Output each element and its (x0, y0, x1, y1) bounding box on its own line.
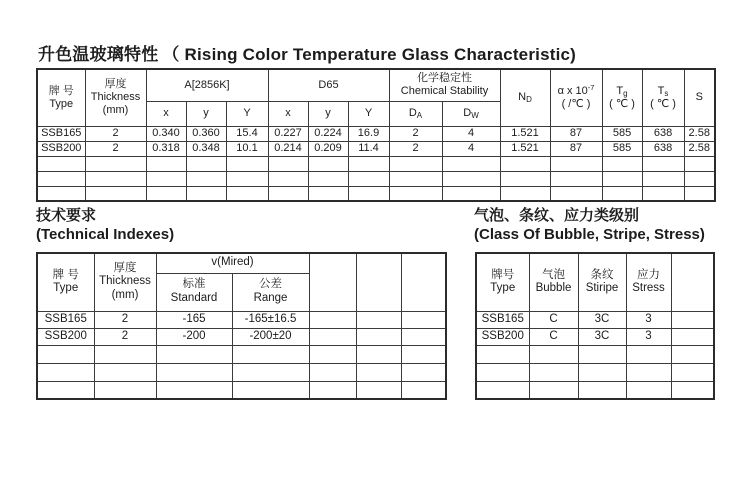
empty-row (37, 156, 715, 171)
table-cell: SSB200 (37, 328, 94, 345)
table-cell: 87 (550, 126, 602, 141)
empty-column-header (401, 253, 446, 311)
empty-column-header (356, 253, 401, 311)
col-header-a-y: y (186, 101, 226, 126)
table-cell: 0.340 (146, 126, 186, 141)
table-cell: 0.214 (268, 141, 308, 156)
page-title (38, 40, 576, 65)
col-group-chemical-stability: 化学稳定性 Chemical Stability (389, 69, 500, 101)
technical-indexes-table (36, 252, 447, 400)
empty-row (37, 186, 715, 201)
table-cell: SSB165 (37, 126, 85, 141)
col-header-a-x: x (146, 101, 186, 126)
table-cell: 10.1 (226, 141, 268, 156)
table-cell: 638 (642, 141, 684, 156)
table-cell: 585 (602, 141, 642, 156)
table-cell: 585 (602, 126, 642, 141)
table-cell: 3 (626, 311, 671, 328)
table-cell: 4 (442, 126, 500, 141)
table-cell: SSB165 (476, 311, 529, 328)
table-cell: SSB200 (476, 328, 529, 345)
col-header-thickness: 厚度 Thickness (mm) (85, 69, 146, 126)
col-header-stripe: 条纹 Stiripe (578, 253, 626, 311)
table-cell: 4 (442, 141, 500, 156)
table-cell: 87 (550, 141, 602, 156)
table-cell: 0.227 (268, 126, 308, 141)
technical-indexes-title-en: (Technical Indexes) (36, 226, 175, 243)
table-cell: -200 (156, 328, 232, 345)
table-cell: 2 (94, 311, 156, 328)
table-cell: SSB165 (37, 311, 94, 328)
empty-row (476, 381, 714, 399)
bubble-stripe-stress-title-zh: 气泡、条纹、应力类级别 (474, 207, 640, 224)
table-cell: -165±16.5 (232, 311, 309, 328)
empty-column-header (309, 253, 356, 311)
table-row-ssb165 (476, 311, 714, 328)
table-cell: 1.521 (500, 126, 550, 141)
technical-indexes-title-zh: 技术要求 (36, 207, 97, 224)
col-header-type: 牌 号 Type (37, 253, 94, 311)
page-title-en: （ Rising Color Temperature Glass Characteristic) (162, 45, 577, 64)
empty-row (37, 381, 446, 399)
empty-column-header (671, 253, 714, 311)
table-cell: C (529, 328, 578, 345)
col-header-nd: $N_D$ (500, 69, 550, 126)
technical-indexes-title (36, 206, 174, 244)
empty-row (37, 345, 446, 363)
table-row-ssb200 (37, 141, 715, 156)
table-cell: 2 (85, 141, 146, 156)
table-row-ssb200 (37, 328, 446, 345)
col-header-da: $D_A$ (389, 101, 442, 126)
table-row-ssb200 (476, 328, 714, 345)
table-cell: 0.224 (308, 126, 348, 141)
table-cell: 15.4 (226, 126, 268, 141)
col-header-a-Y: Y (226, 101, 268, 126)
table-cell: 16.9 (348, 126, 389, 141)
table-cell: 2 (85, 126, 146, 141)
characteristics-table (36, 68, 716, 202)
table-cell: 3C (578, 311, 626, 328)
col-group-d65: D65 (268, 69, 389, 101)
col-header-thickness: 厚度 Thickness (mm) (94, 253, 156, 311)
table-cell: 3 (626, 328, 671, 345)
table-row-ssb165 (37, 126, 715, 141)
table-cell: 2.58 (684, 126, 715, 141)
table-cell: 638 (642, 126, 684, 141)
col-header-tg: $T_g$ ( ℃ ) (602, 69, 642, 126)
table-cell: 2 (389, 126, 442, 141)
empty-row (476, 363, 714, 381)
table-cell: 1.521 (500, 141, 550, 156)
table-cell: 2 (389, 141, 442, 156)
col-group-a2856k: A[2856K] (146, 69, 268, 101)
table-cell: C (529, 311, 578, 328)
table-cell: 2.58 (684, 141, 715, 156)
page-title-zh: 升色温玻璃特性 (38, 45, 159, 64)
table-cell: SSB200 (37, 141, 85, 156)
table-cell: 3C (578, 328, 626, 345)
col-group-v-mired: v(Mired) (156, 253, 309, 273)
bubble-stripe-stress-title-en: (Class Of Bubble, Stripe, Stress) (474, 226, 705, 243)
bubble-stripe-stress-table (475, 252, 715, 400)
col-header-type: 牌 号 Type (37, 69, 85, 126)
table-cell: 0.348 (186, 141, 226, 156)
table-cell: 0.360 (186, 126, 226, 141)
table-cell: -165 (156, 311, 232, 328)
table-cell: -200±20 (232, 328, 309, 345)
col-header-type: 牌号 Type (476, 253, 529, 311)
col-header-stress: 应力 Stress (626, 253, 671, 311)
empty-row (37, 363, 446, 381)
table-cell: 11.4 (348, 141, 389, 156)
empty-row (37, 171, 715, 186)
col-header-alpha: α x $10^{-7}$ ( /℃ ) (550, 69, 602, 126)
col-header-ts: $T_s$ ( ℃ ) (642, 69, 684, 126)
table-cell: 0.318 (146, 141, 186, 156)
col-header-dw: $D_W$ (442, 101, 500, 126)
col-header-d-x: x (268, 101, 308, 126)
col-header-range: 公差 Range (232, 273, 309, 311)
col-header-d-y: y (308, 101, 348, 126)
col-header-standard: 标准 Standard (156, 273, 232, 311)
table-row-ssb165 (37, 311, 446, 328)
col-header-d-Y: Y (348, 101, 389, 126)
empty-row (476, 345, 714, 363)
col-header-bubble: 气泡 Bubble (529, 253, 578, 311)
col-header-s: S (684, 69, 715, 126)
table-cell: 0.209 (308, 141, 348, 156)
table-cell: 2 (94, 328, 156, 345)
bubble-stripe-stress-title (474, 206, 705, 244)
